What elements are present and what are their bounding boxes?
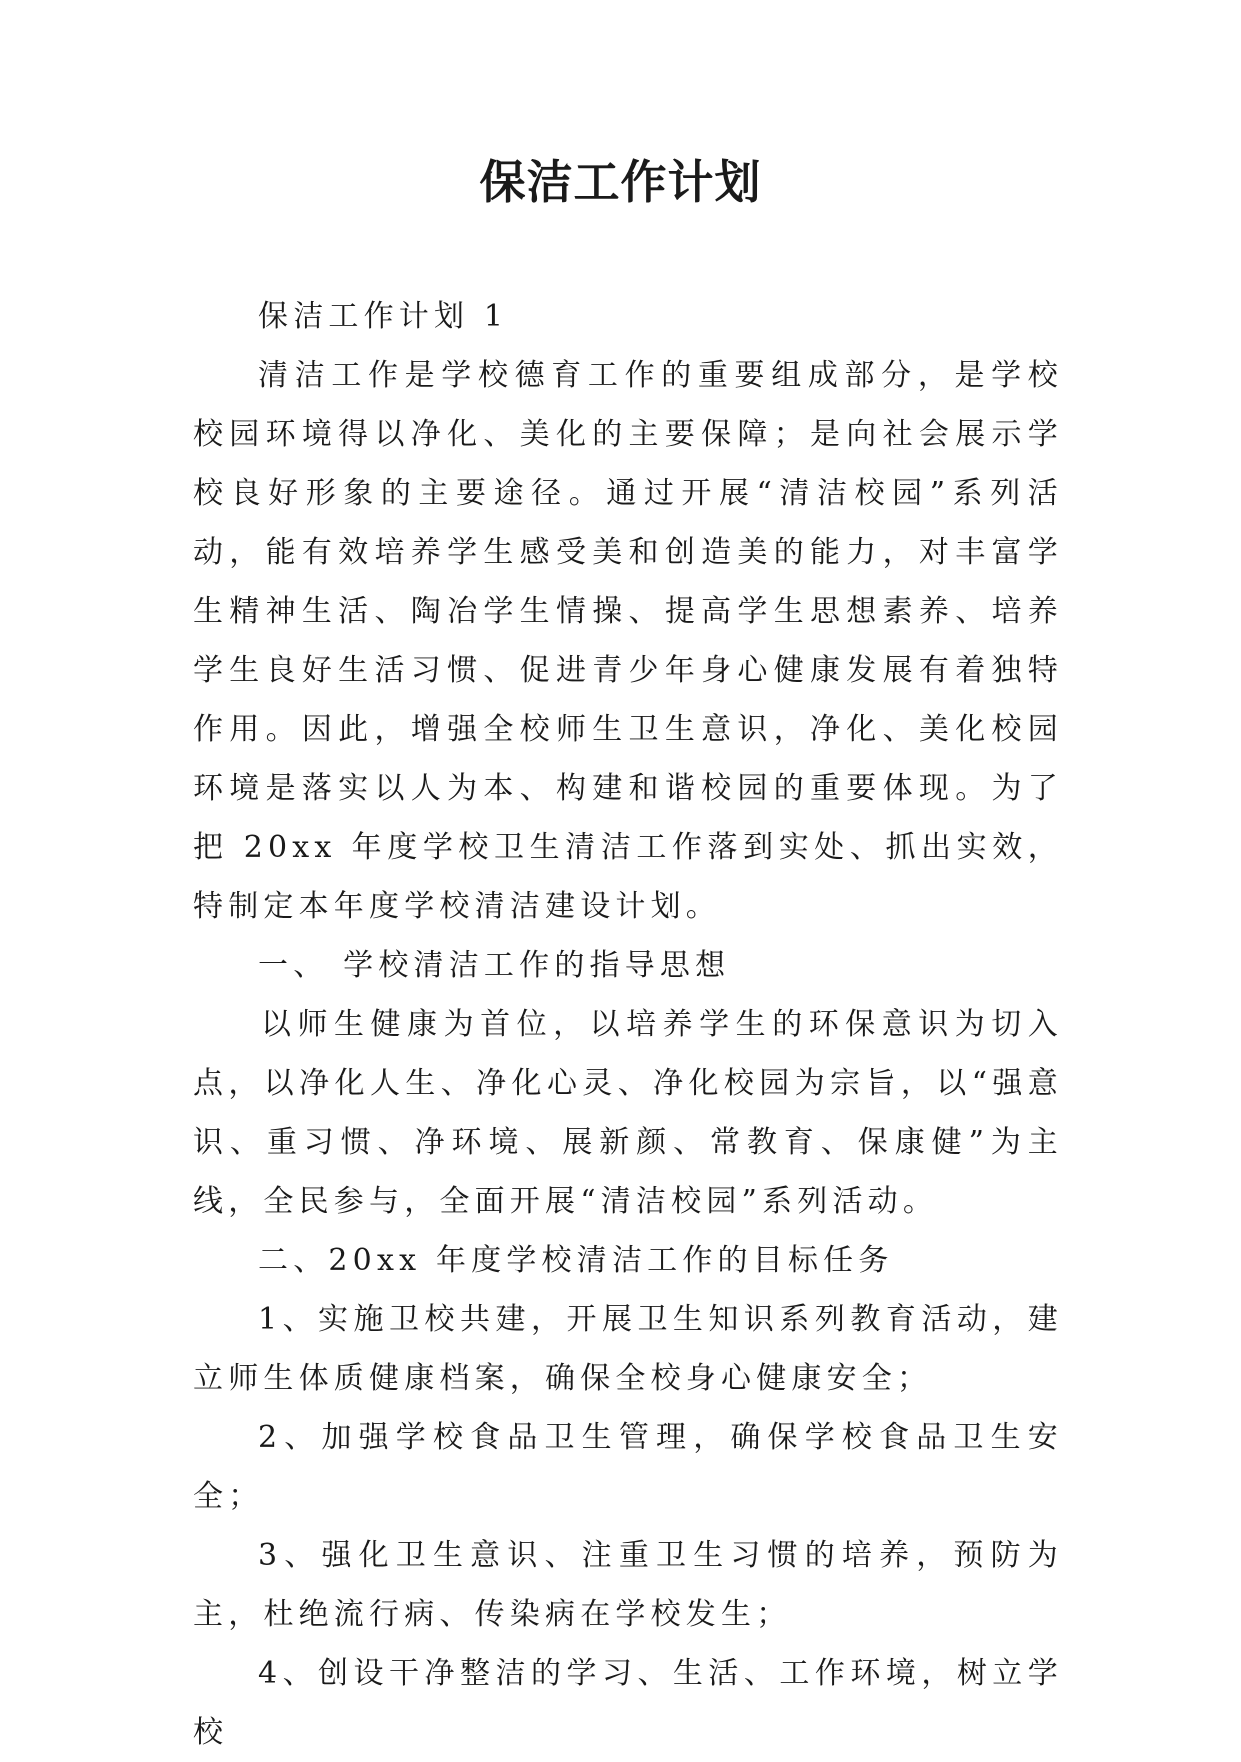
document-body <box>193 287 1063 1762</box>
list-item: 1、实施卫校共建，开展卫生知识系列教育活动，建立师生体质健康档案，确保全校身心健康安全； <box>193 1302 1063 1396</box>
paragraph: 清洁工作是学校德育工作的重要组成部分，是学校校园环境得以净化、美化的主要保障；是向社会展示学校良好形象的主要途径。通过开展“清洁校园”系列活动，能有效培养学生感受美和创造美的能力，对丰富学生精神生活、陶冶学生情操、提高学生思想素养、培养学生良好生活习惯、促进青少年身心健康发展有着独特作用。因此，增强全校师生卫生意识，净化、美化校园环境是落实以人为本、构建和谐校园的重要体现。为了把 20xx 年度学校卫生清洁工作落到实处、抓出实效，特制定本年度学校清洁建设计划。 <box>193 358 1063 924</box>
section-heading: 一、 学校清洁工作的指导思想 <box>258 948 731 983</box>
paragraph: 以师生健康为首位，以培养学生的环保意识为切入点，以净化人生、净化心灵、净化校园为宗旨，以“强意识、重习惯、净环境、展新颜、常教育、保康健”为主线，全民参与，全面开展“清洁校园”系列活动。 <box>193 1007 1063 1219</box>
section-heading: 保洁工作计划 1 <box>258 299 509 334</box>
document-title: 保洁工作计划 <box>479 155 762 209</box>
section-heading: 二、20xx 年度学校清洁工作的目标任务 <box>258 1243 894 1278</box>
list-item: 2、加强学校食品卫生管理，确保学校食品卫生安全； <box>193 1420 1063 1514</box>
list-item: 3、强化卫生意识、注重卫生习惯的培养，预防为主，杜绝流行病、传染病在学校发生； <box>193 1538 1063 1632</box>
list-item: 4、创设干净整洁的学习、生活、工作环境，树立学校 <box>193 1656 1063 1750</box>
